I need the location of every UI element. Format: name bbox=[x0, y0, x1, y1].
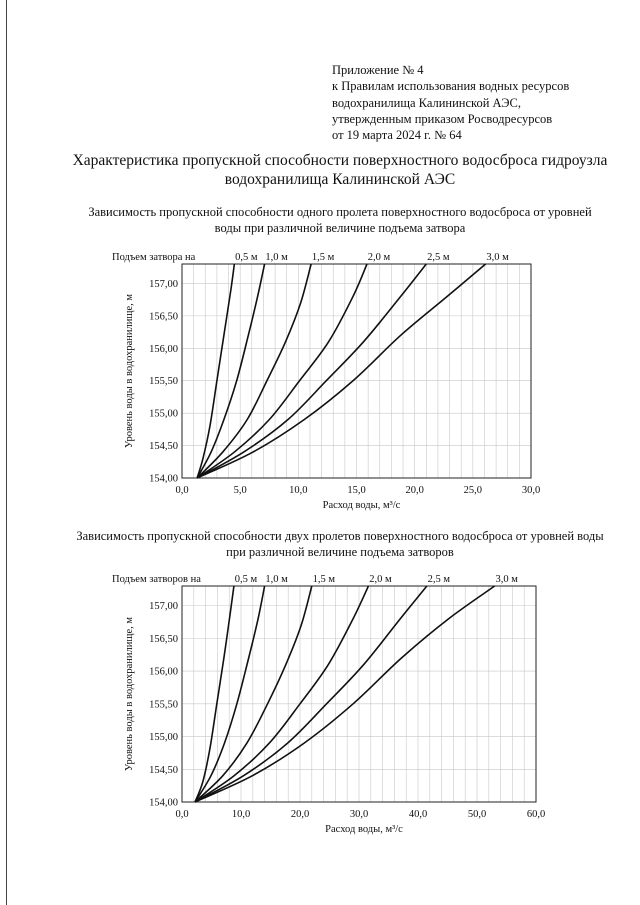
y-tick-label: 154,00 bbox=[149, 797, 178, 809]
y-axis-label: Уровень воды в водохранилище, м bbox=[124, 616, 135, 772]
y-tick-label: 156,50 bbox=[149, 311, 178, 323]
series-label: 1,5 м bbox=[311, 252, 335, 263]
x-tick-label: 30,0 bbox=[349, 809, 369, 820]
appendix-line: от 19 марта 2024 г. № 64 bbox=[332, 128, 462, 143]
series-label: 3,0 м bbox=[486, 252, 509, 263]
x-tick-label: 10,0 bbox=[289, 485, 308, 496]
page-title-line: Характеристика пропускной способности поверхностного водосброса гидроузла bbox=[72, 152, 608, 169]
y-tick-label: 157,00 bbox=[149, 601, 178, 613]
page-title-line: водохранилища Калининской АЭС bbox=[224, 171, 456, 188]
y-tick-label: 156,00 bbox=[149, 343, 178, 355]
series-label: 1,0 м bbox=[265, 574, 288, 585]
series-label: 2,5 м bbox=[427, 252, 450, 263]
y-tick-label: 154,50 bbox=[149, 441, 178, 453]
x-tick-label: 0,0 bbox=[175, 809, 189, 820]
series-label: 2,0 м bbox=[369, 574, 392, 585]
appendix-line: к Правилам использования водных ресурсов bbox=[332, 79, 570, 94]
series-label: 1,0 м bbox=[265, 252, 288, 263]
y-tick-label: 154,00 bbox=[149, 473, 178, 485]
chart-title-line: воды при различной величине подъема затвора bbox=[214, 220, 466, 235]
series-line-4 bbox=[195, 586, 368, 802]
x-tick-label: 10,0 bbox=[231, 809, 251, 820]
appendix-line: утвержденным приказом Росводресурсов bbox=[332, 111, 553, 126]
x-tick-label: 60,0 bbox=[526, 809, 546, 820]
chart-title-line: Зависимость пропускной способности двух пролетов поверхностного водосброса от уровней воды bbox=[76, 529, 604, 543]
series-label: 0,5 м bbox=[234, 574, 258, 585]
series-label: 2,0 м bbox=[367, 252, 391, 263]
series-label: 0,5 м bbox=[235, 252, 258, 263]
y-tick-label: 154,50 bbox=[149, 764, 178, 776]
appendix-line: водохранилища Калининской АЭС, bbox=[332, 95, 521, 110]
y-tick-label: 157,00 bbox=[149, 278, 178, 290]
series-label: 3,0 м bbox=[495, 574, 518, 585]
y-tick-label: 156,50 bbox=[149, 633, 178, 645]
series-label: 1,5 м bbox=[312, 574, 336, 585]
y-tick-label: 155,50 bbox=[149, 699, 178, 711]
x-axis-label: Расход воды, м³/с bbox=[322, 500, 401, 511]
x-tick-label: 5,0 bbox=[233, 485, 247, 496]
gate-label: Подъем затвора на bbox=[112, 252, 196, 263]
chart-title-line: Зависимость пропускной способности одного пролета поверхностного водосброса от уровней bbox=[88, 205, 592, 219]
y-tick-label: 155,50 bbox=[149, 376, 178, 388]
x-tick-label: 20,0 bbox=[290, 809, 310, 820]
y-axis-label: Уровень воды в водохранилище, м bbox=[124, 293, 135, 449]
series-label: 2,5 м bbox=[427, 574, 451, 585]
y-tick-label: 155,00 bbox=[149, 408, 178, 420]
x-tick-label: 25,0 bbox=[463, 485, 483, 496]
appendix-line: Приложение № 4 bbox=[332, 63, 424, 77]
x-tick-label: 15,0 bbox=[347, 485, 366, 496]
x-tick-label: 40,0 bbox=[408, 809, 428, 820]
gate-label: Подъем затворов на bbox=[112, 574, 201, 585]
x-axis-label: Расход воды, м³/с bbox=[325, 824, 403, 835]
chart-title-line: при различной величине подъема затворов bbox=[226, 544, 454, 559]
y-tick-label: 155,00 bbox=[149, 732, 178, 744]
x-tick-label: 0,0 bbox=[175, 485, 189, 496]
x-tick-label: 50,0 bbox=[467, 809, 487, 820]
x-tick-label: 20,0 bbox=[405, 485, 424, 496]
y-tick-label: 156,00 bbox=[149, 666, 178, 678]
x-tick-label: 30,0 bbox=[521, 485, 541, 496]
